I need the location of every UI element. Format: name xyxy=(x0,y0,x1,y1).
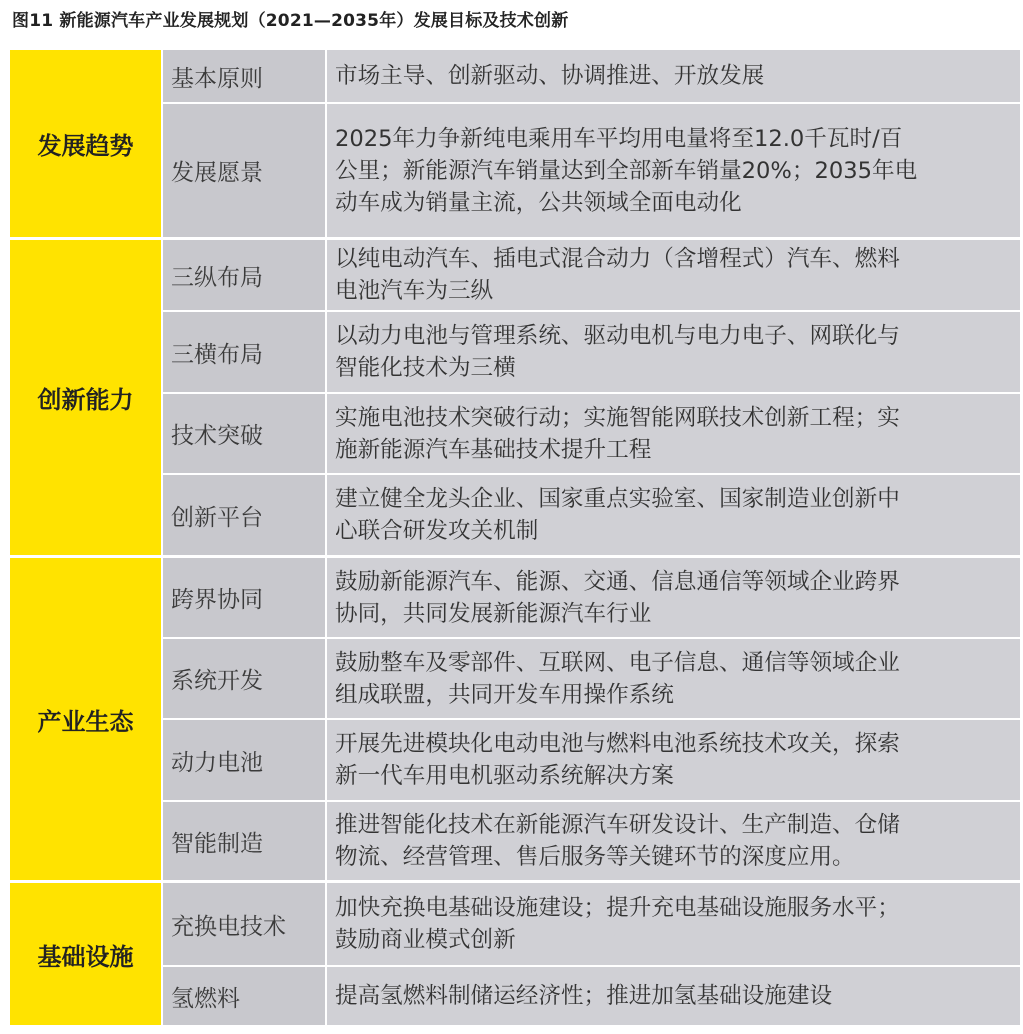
description-cell xyxy=(327,883,1020,965)
item-label: 三横布局 xyxy=(171,341,263,368)
item-cell xyxy=(163,883,325,965)
category-cell xyxy=(10,558,161,880)
item-label: 氢燃料 xyxy=(171,985,240,1012)
description-line: 以纯电动汽车、插电式混合动力（含增程式）汽车、燃料 xyxy=(335,246,900,272)
item-cell xyxy=(163,639,325,718)
category-label: 基础设施 xyxy=(37,942,134,971)
description-line: 市场主导、创新驱动、协调推进、开放发展 xyxy=(335,63,765,89)
item-cell xyxy=(163,558,325,637)
item-cell xyxy=(163,802,325,880)
item-label: 系统开发 xyxy=(171,668,263,694)
description-cell xyxy=(327,475,1020,555)
item-label: 技术突破 xyxy=(171,423,263,449)
category-cell xyxy=(10,50,161,237)
figure-title: 图11 新能源汽车产业发展规划（2021—2035年）发展目标及技术创新 xyxy=(12,11,569,31)
description-line: 实施电池技术突破行动；实施智能网联技术创新工程；实 xyxy=(335,404,900,431)
category-cell xyxy=(10,883,161,1025)
item-label: 发展愿景 xyxy=(171,160,263,186)
item-label: 智能制造 xyxy=(171,830,263,857)
item-label: 跨界协同 xyxy=(171,587,263,613)
description-line: 鼓励新能源汽车、能源、交通、信息通信等领域企业跨界 xyxy=(335,568,900,595)
category-label: 产业生态 xyxy=(37,707,134,736)
description-line: 以动力电池与管理系统、驱动电机与电力电子、网联化与 xyxy=(335,323,900,349)
item-cell xyxy=(163,394,325,473)
description-line: 鼓励整车及零部件、互联网、电子信息、通信等领域企业 xyxy=(335,649,900,676)
description-cell xyxy=(327,967,1020,1025)
description-line: 协同，共同发展新能源汽车行业 xyxy=(335,600,652,627)
description-cell xyxy=(327,720,1020,800)
description-line: 动车成为销量主流，公共领域全面电动化 xyxy=(335,189,742,216)
item-label: 创新平台 xyxy=(171,504,263,531)
item-cell xyxy=(163,104,325,237)
item-cell xyxy=(163,720,325,800)
item-cell xyxy=(163,967,325,1025)
description-line: 施新能源汽车基础技术提升工程 xyxy=(335,436,652,463)
description-line: 2025年力争新纯电乘用车平均用电量将至12.0千瓦时/百 xyxy=(335,125,903,152)
item-cell xyxy=(163,475,325,555)
item-label: 基本原则 xyxy=(171,65,263,92)
description-cell xyxy=(327,104,1020,237)
description-line: 物流、经营管理、售后服务等关键环节的深度应用。 xyxy=(335,844,855,870)
description-line: 加快充换电基础设施建设；提升充电基础设施服务水平； xyxy=(335,895,900,921)
description-cell xyxy=(327,558,1020,637)
description-cell xyxy=(327,639,1020,718)
description-line: 电池汽车为三纵 xyxy=(335,278,494,304)
description-line: 建立健全龙头企业、国家重点实验室、国家制造业创新中 xyxy=(335,486,900,512)
description-line: 心联合研发攻关机制 xyxy=(335,518,539,544)
description-line: 开展先进模块化电动电池与燃料电池系统技术攻关，探索 xyxy=(335,731,900,757)
description-line: 新一代车用电机驱动系统解决方案 xyxy=(335,763,674,789)
description-cell xyxy=(327,240,1020,310)
description-line: 智能化技术为三横 xyxy=(335,355,516,381)
category-label: 创新能力 xyxy=(37,386,134,414)
description-line: 提高氢燃料制储运经济性；推进加氢基础设施建设 xyxy=(335,983,833,1009)
description-cell xyxy=(327,312,1020,392)
description-cell xyxy=(327,50,1020,102)
item-label: 三纵布局 xyxy=(171,264,263,291)
description-line: 公里；新能源汽车销量达到全部新车销量20%；2035年电 xyxy=(335,157,918,184)
category-label: 发展趋势 xyxy=(37,132,134,160)
item-cell xyxy=(163,240,325,310)
description-line: 鼓励商业模式创新 xyxy=(335,927,516,953)
item-label: 动力电池 xyxy=(171,749,263,776)
item-label: 充换电技术 xyxy=(171,913,286,940)
description-cell xyxy=(327,802,1020,880)
category-cell xyxy=(10,240,161,555)
item-cell xyxy=(163,312,325,392)
description-cell xyxy=(327,394,1020,473)
item-cell xyxy=(163,50,325,102)
description-line: 组成联盟，共同开发车用操作系统 xyxy=(335,681,674,708)
description-line: 推进智能化技术在新能源汽车研发设计、生产制造、仓储 xyxy=(335,812,900,838)
